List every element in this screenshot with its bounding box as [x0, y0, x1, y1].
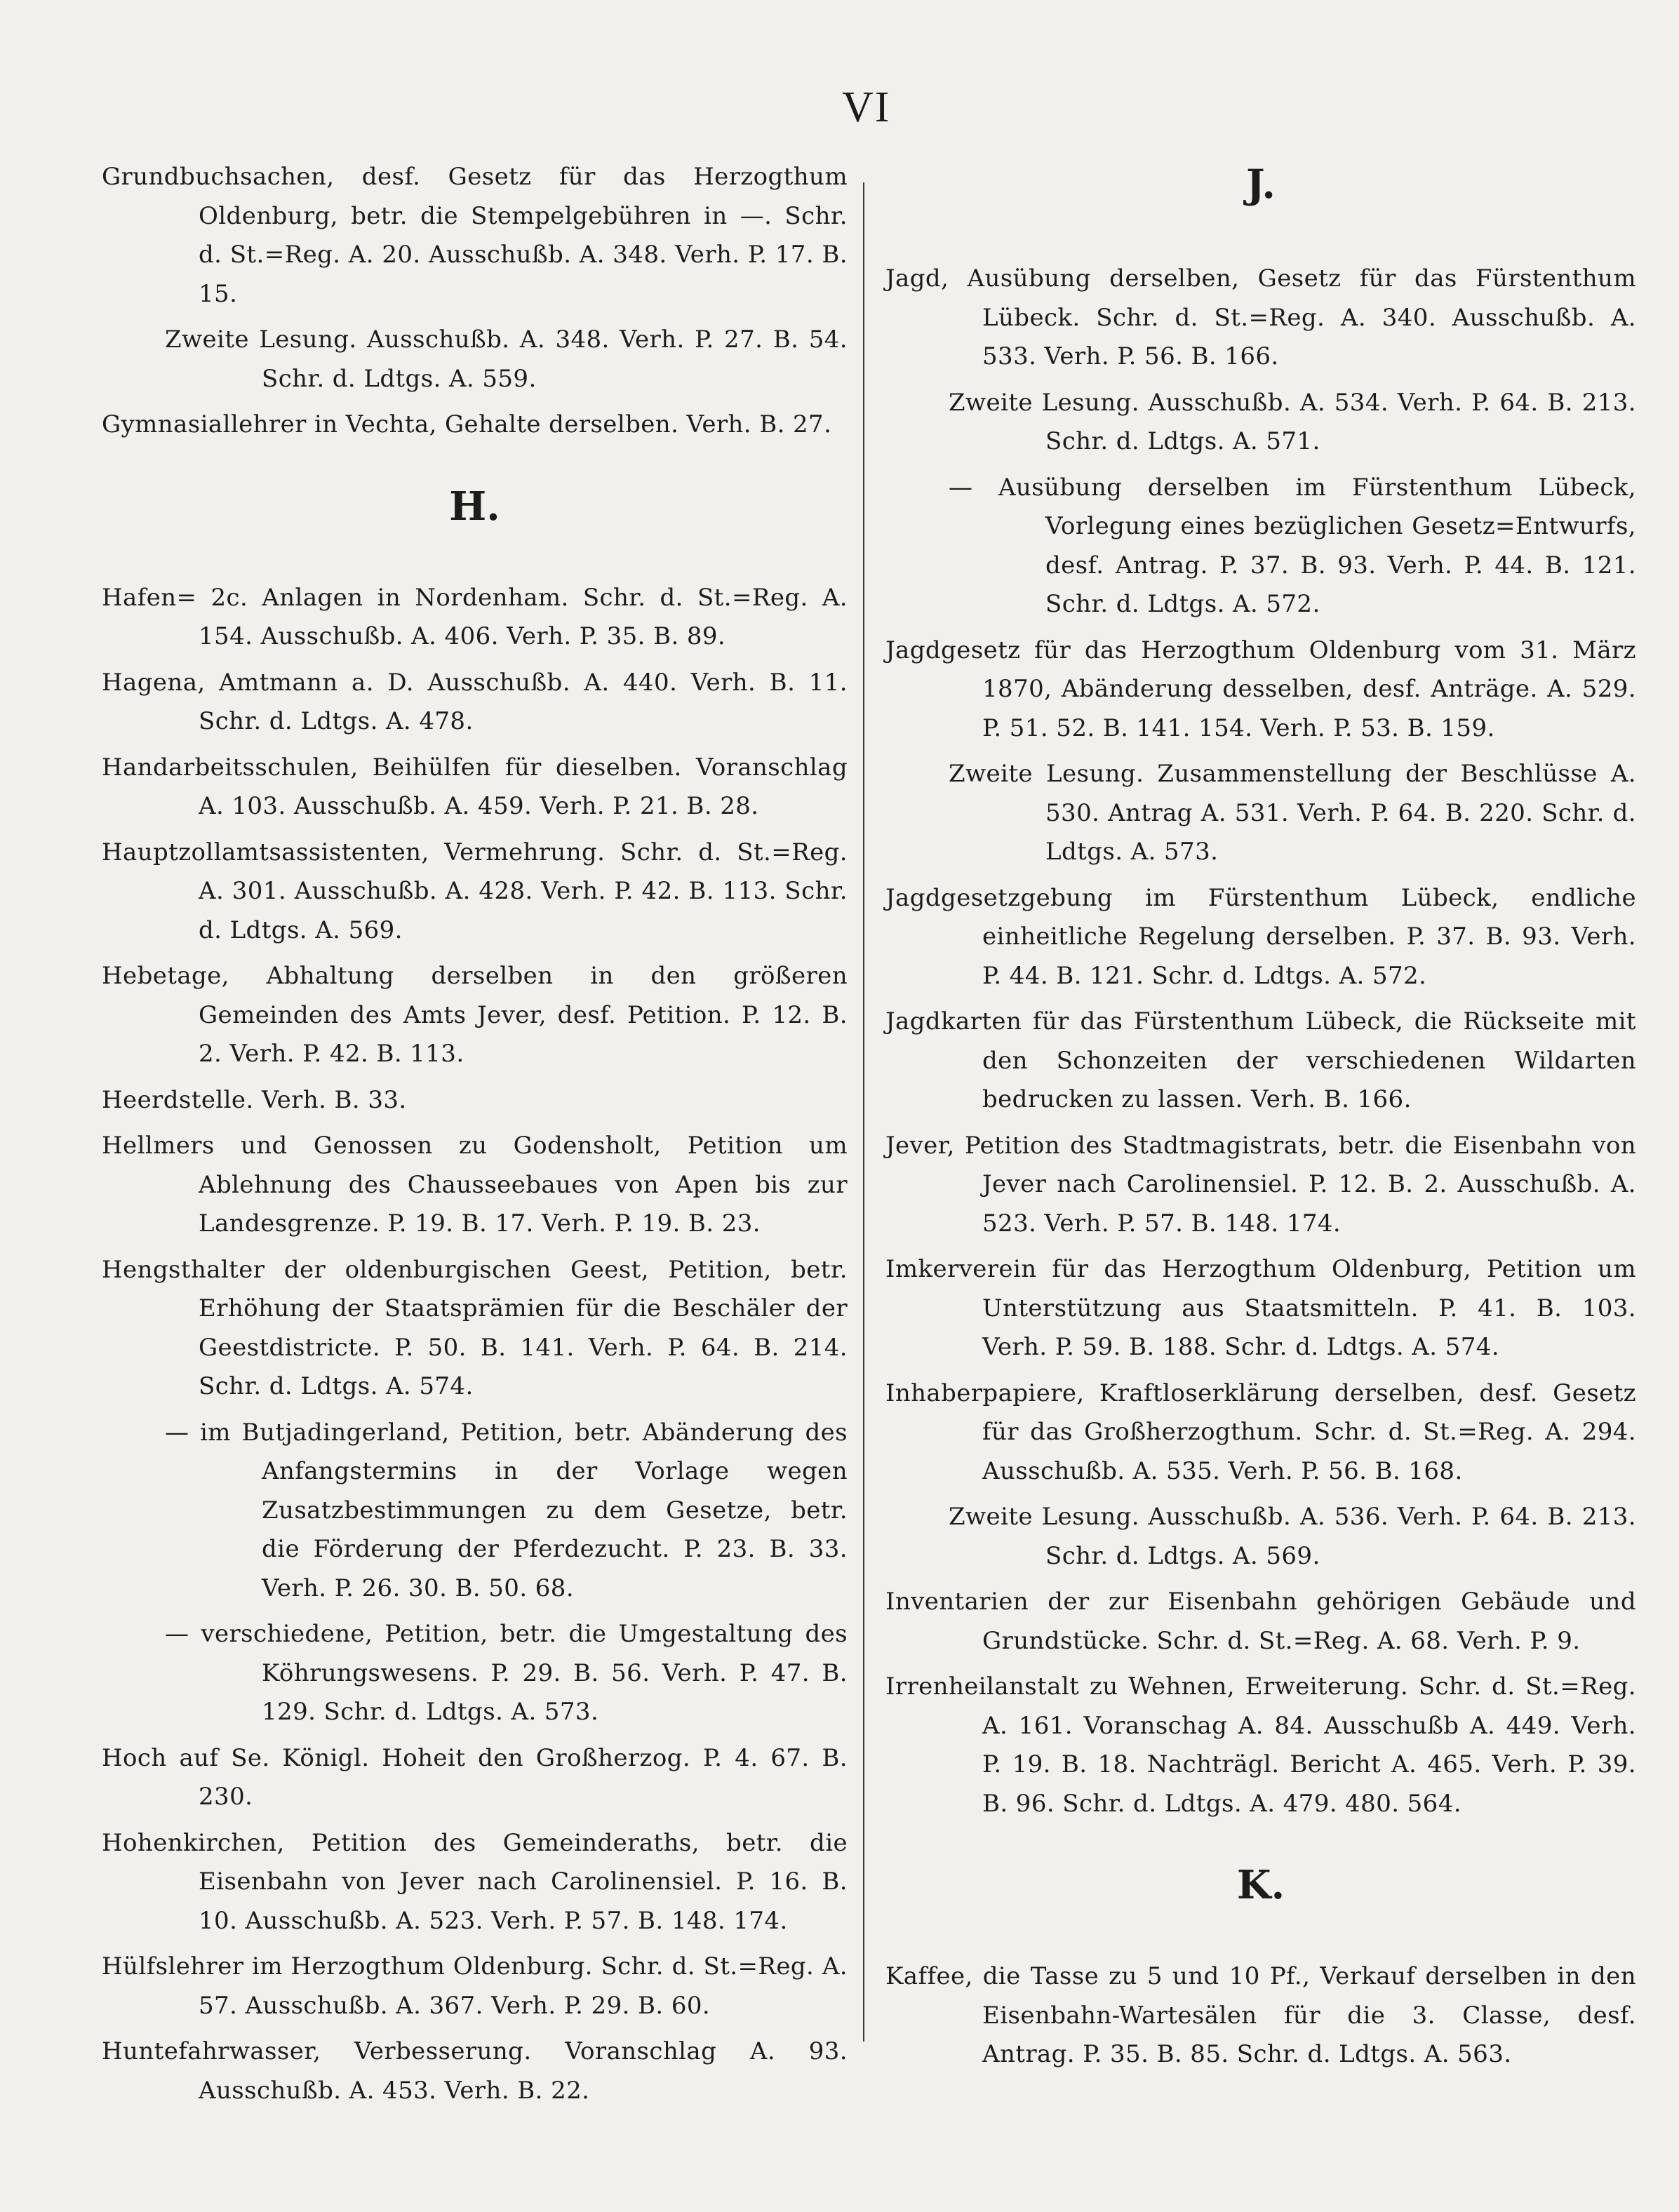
- entries-k: [885, 1957, 1636, 2074]
- index-entry: Irrenheilanstalt zu Wehnen, Erweiterung. Schr. d. St.=Reg. A. 161. Voranschag A. 84. Ausschußb A. 449. Verh. P. 19. B. 18. Nachträgl. Bericht A. 465. Verh. P. 39. B. 96. Schr. d. Ldtgs. A. 479. 480. 564.: [885, 1673, 1636, 1818]
- entries-before-h: [102, 158, 848, 445]
- index-entry: Hellmers und Genossen zu Godensholt, Petition um Ablehnung des Chausseebaues von Apen bis zur Landesgrenze. P. 19. B. 17. Verh. P. 19. B. 23.: [102, 1132, 848, 1238]
- column-divider: [863, 182, 864, 2042]
- index-entry: Inventarien der zur Eisenbahn gehörigen Gebäude und Grundstücke. Schr. d. St.=Reg. A. 68. Verh. P. 9.: [885, 1588, 1636, 1655]
- index-entry: Jever, Petition des Stadtmagistrats, betr. die Eisenbahn von Jever nach Carolinensiel. P. 12. B. 2. Ausschußb. A. 523. Verh. P. 57. B. 148. 174.: [885, 1131, 1636, 1238]
- index-entry: Hauptzollamtsassistenten, Vermehrung. Schr. d. St.=Reg. A. 301. Ausschußb. A. 428. Verh. P. 42. B. 113. Schr. d. Ldtgs. A. 569.: [102, 838, 848, 944]
- right-column: [885, 161, 1636, 2082]
- index-entry: Handarbeitsschulen, Beihülfen für dieselben. Voranschlag A. 103. Ausschußb. A. 459. Verh. P. 21. B. 28.: [102, 753, 848, 820]
- index-entry: Jagdgesetz für das Herzogthum Oldenburg vom 31. März 1870, Abänderung desselben, desf. Anträge. A. 529. P. 51. 52. B. 141. 154. Verh. P. 53. B. 159.: [885, 636, 1636, 742]
- section-heading-j: J.: [1246, 161, 1276, 208]
- entries-j: [885, 260, 1636, 1823]
- index-entry: Hafen= 2c. Anlagen in Nordenham. Schr. d. St.=Reg. A. 154. Ausschußb. A. 406. Verh. P. 35. B. 89.: [102, 583, 848, 650]
- index-entry: Hengsthalter der oldenburgischen Geest, Petition, betr. Erhöhung der Staatsprämien für die Beschäler der Geestdistricte. P. 50. B. 141. Verh. P. 64. B. 214. Schr. d. Ldtgs. A. 574.: [102, 1255, 848, 1400]
- index-entry: Hohenkirchen, Petition des Gemeinderaths, betr. die Eisenbahn von Jever nach Carolinensiel. P. 16. B. 10. Ausschußb. A. 523. Verh. P. 57. B. 148. 174.: [102, 1828, 848, 1935]
- index-entry: Hoch auf Se. Königl. Hoheit den Großherzog. P. 4. 67. B. 230.: [102, 1743, 848, 1811]
- index-subentry: Zweite Lesung. Ausschußb. A. 348. Verh. P. 27. B. 54. Schr. d. Ldtgs. A. 559.: [165, 326, 848, 393]
- index-entry: Hebetage, Abhaltung derselben in den größeren Gemeinden des Amts Jever, desf. Petition. P. 12. B. 2. Verh. P. 42. B. 113.: [102, 962, 848, 1068]
- entries-h: [102, 579, 848, 2111]
- section-heading-k: K.: [1236, 1862, 1285, 1908]
- index-entry: Jagdkarten für das Fürstenthum Lübeck, die Rückseite mit den Schonzeiten der verschiedenen Wildarten bedrucken zu lassen. Verh. B. 166.: [885, 1007, 1636, 1113]
- index-subentry: Zweite Lesung. Ausschußb. A. 534. Verh. P. 64. B. 213. Schr. d. Ldtgs. A. 571.: [949, 388, 1636, 455]
- index-subentry: — Ausübung derselben im Fürstenthum Lübeck, Vorlegung eines bezüglichen Gesetz=Entwurfs, desf. Antrag. P. 37. B. 93. Verh. P. 44. B. 121. Schr. d. Ldtgs. A. 572.: [949, 473, 1636, 618]
- left-column: [102, 158, 848, 2117]
- index-entry: Jagd, Ausübung derselben, Gesetz für das Fürstenthum Lübeck. Schr. d. St.=Reg. A. 340. Ausschußb. A. 533. Verh. P. 56. B. 166.: [885, 264, 1636, 370]
- index-entry: Imkerverein für das Herzogthum Oldenburg, Petition um Unterstützung aus Staatsmitteln. P. 41. B. 103. Verh. P. 59. B. 188. Schr. d. Ldtgs. A. 574.: [885, 1255, 1636, 1361]
- index-entry: Hagena, Amtmann a. D. Ausschußb. A. 440. Verh. B. 11. Schr. d. Ldtgs. A. 478.: [102, 668, 848, 735]
- index-entry: Grundbuchsachen, desf. Gesetz für das Herzogthum Oldenburg, betr. die Stempelgebühren in —. Schr. d. St.=Reg. A. 20. Ausschußb. A. 348. Verh. P. 17. B. 15.: [102, 163, 848, 308]
- index-subentry: — verschiedene, Petition, betr. die Umgestaltung des Köhrungswesens. P. 29. B. 56. Verh. P. 47. B. 129. Schr. d. Ldtgs. A. 573.: [165, 1620, 848, 1726]
- index-entry: Huntefahrwasser, Verbesserung. Voranschlag A. 93. Ausschußb. A. 453. Verh. B. 22.: [102, 2037, 848, 2105]
- index-entry: Hülfslehrer im Herzogthum Oldenburg. Schr. d. St.=Reg. A. 57. Ausschußb. A. 367. Verh. P. 29. B. 60.: [102, 1952, 848, 2020]
- index-entry: Inhaberpapiere, Kraftloserklärung derselben, desf. Gesetz für das Großherzogthum. Schr. d. St.=Reg. A. 294. Ausschußb. A. 535. Verh. P. 56. B. 168.: [885, 1379, 1636, 1485]
- index-entry: Gymnasiallehrer in Vechta, Gehalte derselben. Verh. B. 27.: [102, 410, 832, 438]
- index-subentry: Zweite Lesung. Ausschußb. A. 536. Verh. P. 64. B. 213. Schr. d. Ldtgs. A. 569.: [949, 1503, 1636, 1570]
- index-subentry: — im Butjadingerland, Petition, betr. Abänderung des Anfangstermins in der Vorlage wegen Zusatzbestimmungen zu dem Gesetze, betr. die Förderung der Pferdezucht. P. 23. B. 33. Verh. P. 26. 30. B. 50. 68.: [165, 1418, 848, 1602]
- page-number: VI: [842, 83, 891, 131]
- section-heading-h: H.: [449, 483, 500, 530]
- index-subentry: Zweite Lesung. Zusammenstellung der Beschlüsse A. 530. Antrag A. 531. Verh. P. 64. B. 220. Schr. d. Ldtgs. A. 573.: [949, 760, 1636, 866]
- index-entry: Heerdstelle. Verh. B. 33.: [102, 1085, 407, 1114]
- index-entry: Kaffee, die Tasse zu 5 und 10 Pf., Verkauf derselben in den Eisenbahn-Wartesälen für die 3. Classe, desf. Antrag. P. 35. B. 85. Schr. d. Ldtgs. A. 563.: [885, 1962, 1636, 2068]
- index-entry: Jagdgesetzgebung im Fürstenthum Lübeck, endliche einheitliche Regelung derselben. P. 37. B. 93. Verh. P. 44. B. 121. Schr. d. Ldtgs. A. 572.: [885, 883, 1636, 990]
